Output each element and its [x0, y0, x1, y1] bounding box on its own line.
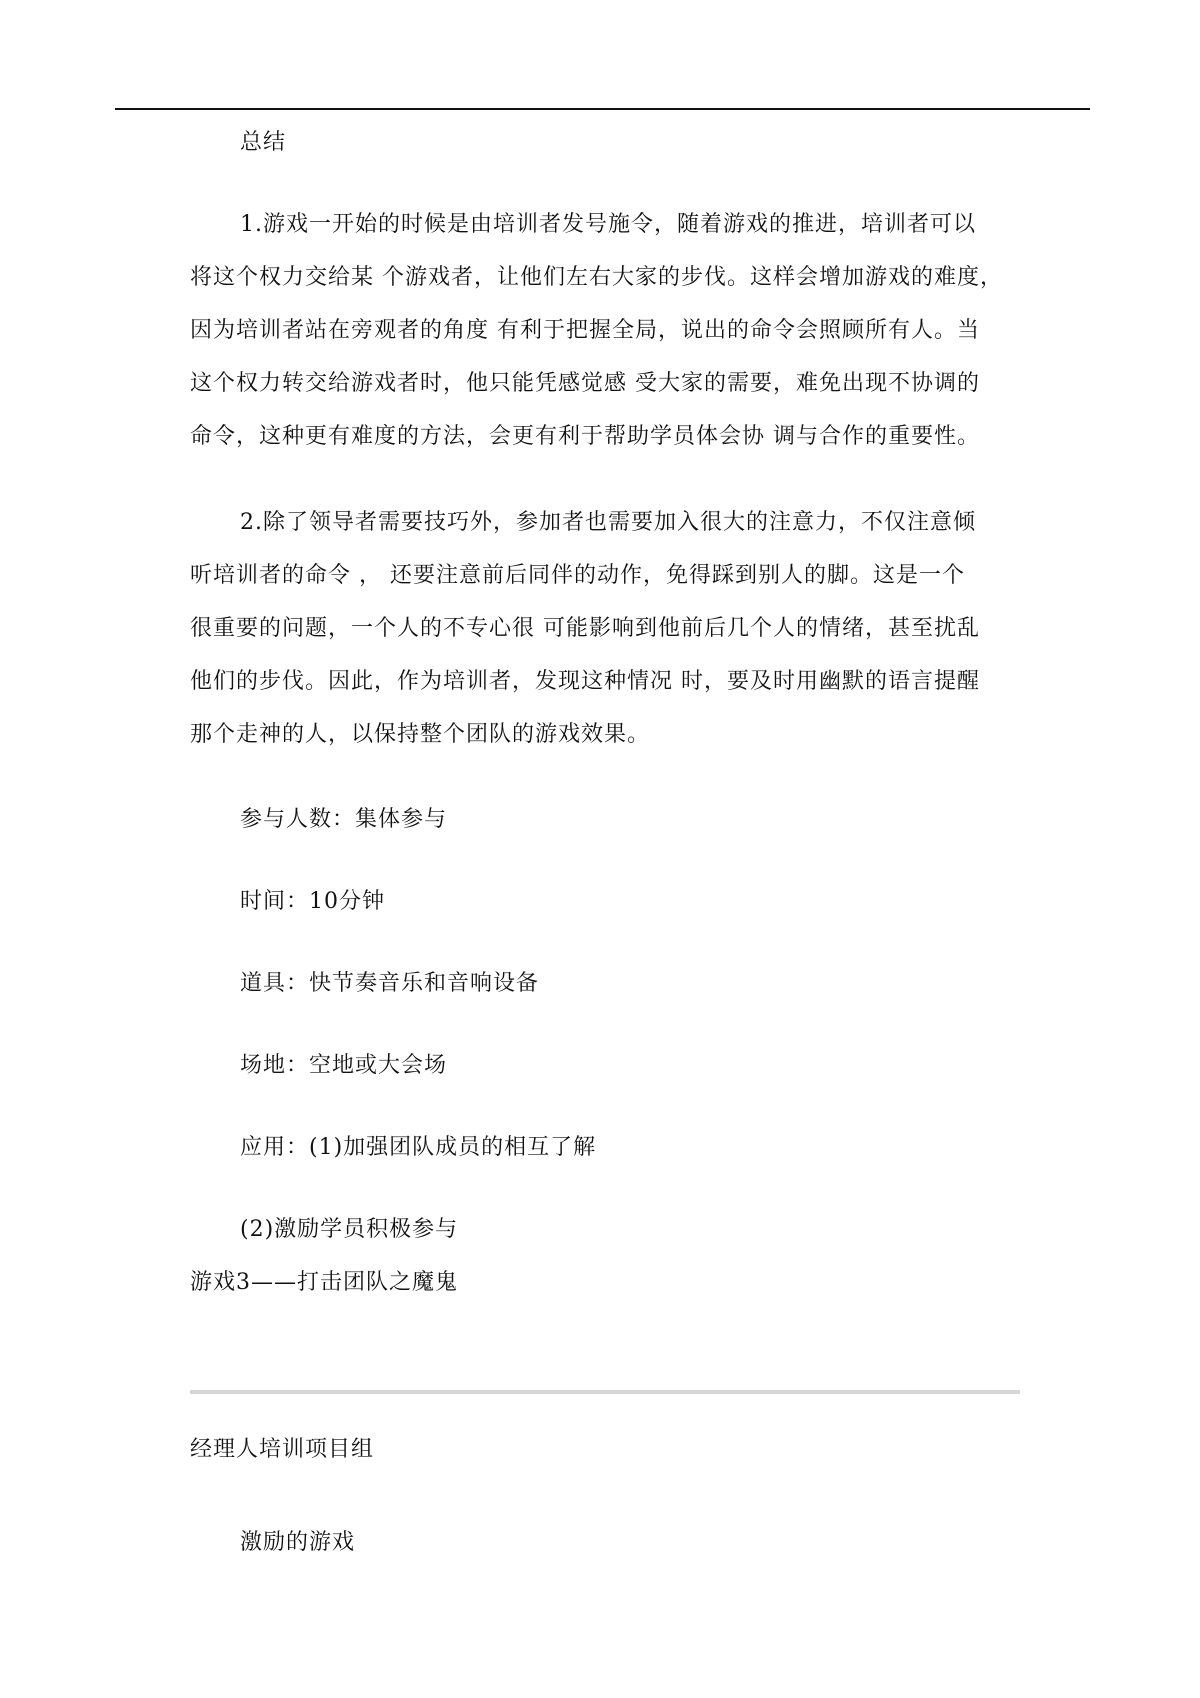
paragraph-1-line: 这个权力转交给游戏者时，他只能凭感觉感 受大家的需要，难免出现不协调的 — [190, 371, 980, 396]
section-title: 激励的游戏 — [240, 1530, 356, 1555]
participants-info: 参与人数：集体参与 — [240, 807, 448, 832]
game3-title: 游戏3——打击团队之魔鬼 — [190, 1270, 458, 1295]
paragraph-1-line: 1.游戏一开始的时候是由培训者发号施令，随着游戏的推进，培训者可以 — [240, 212, 976, 237]
paragraph-2-line: 那个走神的人，以保持整个团队的游戏效果。 — [190, 722, 651, 747]
section-divider — [190, 1390, 1020, 1394]
props-info: 道具：快节奏音乐和音响设备 — [240, 971, 540, 996]
paragraph-2-line: 听培训者的命令 ， 还要注意前后同伴的动作，免得踩到别人的脚。这是一个 — [190, 563, 965, 588]
top-rule — [115, 108, 1090, 110]
paragraph-1-line: 命令，这种更有难度的方法，会更有利于帮助学员体会协 调与合作的重要性。 — [190, 424, 980, 449]
paragraph-1-line: 将这个权力交给某 个游戏者，让他们左右大家的步伐。这样会增加游戏的难度， — [190, 265, 1003, 290]
time-info: 时间：10分钟 — [240, 889, 385, 914]
paragraph-2-line: 他们的步伐。因此，作为培训者，发现这种情况 时，要及时用幽默的语言提醒 — [190, 669, 980, 694]
paragraph-2-line: 很重要的问题，一个人的不专心很 可能影响到他前后几个人的情绪，甚至扰乱 — [190, 616, 980, 641]
paragraph-1-line: 因为培训者站在旁观者的角度 有利于把握全局，说出的命令会照顾所有人。当 — [190, 318, 980, 343]
application-item-1: 应用：(1)加强团队成员的相互了解 — [240, 1135, 597, 1160]
summary-heading: 总结 — [240, 130, 287, 155]
venue-info: 场地：空地或大会场 — [240, 1053, 448, 1078]
footer-org: 经理人培训项目组 — [190, 1437, 375, 1462]
paragraph-2-line: 2.除了领导者需要技巧外，参加者也需要加入很大的注意力，不仅注意倾 — [240, 510, 976, 535]
application-item-2: (2)激励学员积极参与 — [240, 1217, 459, 1242]
